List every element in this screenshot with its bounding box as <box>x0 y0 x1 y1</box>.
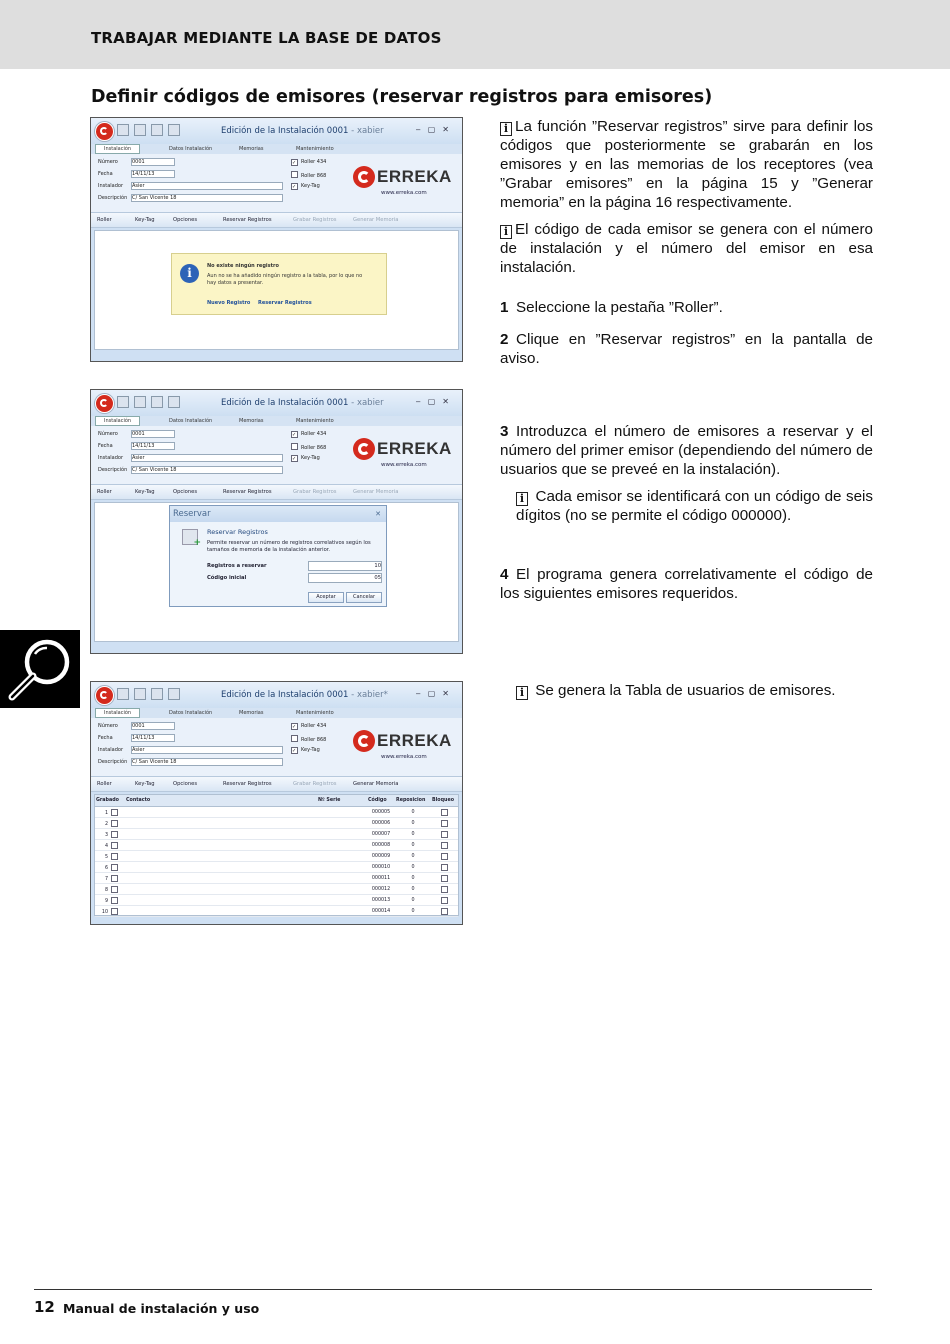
window-title: Edición de la Instalación 0001 - xabier <box>221 126 384 136</box>
toolbar-grabar-registros[interactable]: Grabar Registros <box>293 781 337 787</box>
check-key-tag[interactable]: ✓ Key-Tag <box>292 183 320 190</box>
magnifier-icon <box>0 630 80 708</box>
row-reposicion: 0 <box>395 851 431 862</box>
codigo-input[interactable]: 05 <box>308 573 382 583</box>
descripcion-label: Descripción <box>98 195 128 201</box>
row-bloqueo[interactable] <box>431 862 458 873</box>
row-codigo: 000011 <box>367 873 395 884</box>
row-codigo: 000012 <box>367 884 395 895</box>
table-row[interactable] <box>95 829 458 840</box>
installation-form <box>91 718 462 776</box>
print-icon[interactable] <box>168 396 180 408</box>
instalador-field[interactable]: Asier <box>131 454 283 462</box>
row-nserie[interactable] <box>317 840 367 851</box>
check-roller-434[interactable]: ✓ Roller 434 <box>292 431 327 438</box>
info-icon: i <box>500 225 512 239</box>
tab-datos-instalacion[interactable]: Datos Instalación <box>169 146 213 152</box>
row-bloqueo[interactable] <box>431 873 458 884</box>
row-codigo: 000006 <box>367 818 395 829</box>
instalador-field[interactable]: Asier <box>131 182 283 190</box>
row-grabado[interactable]: 1 <box>95 807 125 818</box>
row-bloqueo[interactable] <box>431 906 458 917</box>
erreka-logo: ERREKA www.erreka.com <box>353 164 453 198</box>
reservar-dialog <box>169 505 387 607</box>
row-bloqueo[interactable] <box>431 884 458 895</box>
table-row[interactable] <box>95 873 458 884</box>
row-contacto[interactable] <box>125 840 317 851</box>
dialog-description: Permite reservar un número de registros correlativos según los tamaños de memoria de la instalación anterior. <box>207 540 371 553</box>
search-icon[interactable] <box>151 688 163 700</box>
section-title: Definir códigos de emisores (reservar registros para emisores) <box>91 87 713 107</box>
content-area <box>94 230 459 350</box>
search-icon[interactable] <box>151 124 163 136</box>
fecha-field[interactable]: 14/11/13 <box>131 170 175 178</box>
row-codigo: 000009 <box>367 851 395 862</box>
notice-body: Aun no se ha añadido ningún registro a la tabla, por lo que no hay datos a presentar. <box>207 273 363 286</box>
quick-access-icons <box>117 124 180 136</box>
step-3: 3 Introduzca el número de emisores a reservar y el número del primer emisor (dependiendo del número de usuarios que se preveé en la instalación). <box>500 423 873 478</box>
row-codigo: 000014 <box>367 906 395 917</box>
instalador-label: Instalador <box>98 747 124 753</box>
tab-instalacion[interactable]: Instalación <box>95 708 140 718</box>
row-grabado[interactable]: 2 <box>95 818 125 829</box>
screenshot-dialog <box>90 389 463 654</box>
close-icon[interactable]: ✕ <box>375 510 381 518</box>
step-5-note: i Se genera la Tabla de usuarios de emisores. <box>516 681 873 700</box>
row-contacto[interactable] <box>125 807 317 818</box>
toolbar-generar-memoria[interactable]: Generar Memoria <box>353 217 399 223</box>
row-bloqueo[interactable] <box>431 895 458 906</box>
table-row[interactable] <box>95 884 458 895</box>
window-titlebar <box>91 682 462 708</box>
toolbar-key-tag[interactable]: Key-Tag <box>135 217 155 223</box>
tab-memorias[interactable]: Memorias <box>239 418 264 424</box>
toolbar <box>91 484 462 500</box>
toolbar-roller[interactable]: Roller <box>97 489 112 495</box>
row-codigo: 000008 <box>367 840 395 851</box>
row-reposicion: 0 <box>395 873 431 884</box>
row-contacto[interactable] <box>125 818 317 829</box>
window-controls[interactable]: ‒▢✕ <box>415 689 456 698</box>
aceptar-button[interactable]: Aceptar <box>308 592 344 603</box>
app-logo-icon <box>95 394 114 413</box>
toolbar-opciones[interactable]: Opciones <box>173 217 198 223</box>
row-bloqueo[interactable] <box>431 840 458 851</box>
col-nserie[interactable]: Nº Serie <box>317 795 367 807</box>
numero-field[interactable]: 0001 <box>131 430 175 438</box>
col-codigo[interactable]: Código <box>367 795 395 807</box>
page-number: 12 <box>34 1298 55 1316</box>
row-bloqueo[interactable] <box>431 818 458 829</box>
row-bloqueo[interactable] <box>431 829 458 840</box>
info-icon: i <box>516 492 528 506</box>
row-reposicion: 0 <box>395 829 431 840</box>
col-reposicion[interactable]: Reposicion <box>395 795 431 807</box>
row-nserie[interactable] <box>317 807 367 818</box>
tools-icon[interactable] <box>117 124 129 136</box>
row-reposicion: 0 <box>395 840 431 851</box>
row-bloqueo[interactable] <box>431 807 458 818</box>
users-table <box>95 795 458 917</box>
nuevo-registro-link[interactable]: Nuevo Registro <box>207 300 251 306</box>
toolbar-generar-memoria[interactable]: Generar Memoria <box>353 781 399 787</box>
numero-field[interactable]: 0001 <box>131 158 175 166</box>
toolbar-opciones[interactable]: Opciones <box>173 781 198 787</box>
step-1: 1 Seleccione la pestaña ”Roller”. <box>500 299 723 316</box>
notice-box <box>171 253 387 315</box>
row-nserie[interactable] <box>317 818 367 829</box>
search-icon[interactable] <box>151 396 163 408</box>
row-nserie[interactable] <box>317 862 367 873</box>
row-contacto[interactable] <box>125 862 317 873</box>
row-codigo: 000010 <box>367 862 395 873</box>
row-grabado[interactable]: 10 <box>95 906 125 917</box>
dialog-titlebar <box>170 506 386 522</box>
print-icon[interactable] <box>168 688 180 700</box>
col-contacto[interactable]: Contacto <box>125 795 317 807</box>
row-nserie[interactable] <box>317 895 367 906</box>
numero-label: Número <box>98 431 118 437</box>
descripcion-field[interactable]: C/ San Vicente 18 <box>131 466 283 474</box>
table-row[interactable] <box>95 862 458 873</box>
step-4: 4 El programa genera correlativamente el código de los siguientes emisores requeridos. <box>500 566 873 602</box>
tab-memorias[interactable]: Memorias <box>239 710 264 716</box>
row-grabado[interactable]: 3 <box>95 829 125 840</box>
check-roller-868[interactable]: Roller 868 <box>291 171 326 179</box>
row-contacto[interactable] <box>125 873 317 884</box>
table-header-row <box>95 795 458 807</box>
tab-instalacion[interactable]: Instalación <box>95 144 140 154</box>
instalador-label: Instalador <box>98 455 124 461</box>
dialog-heading: Reservar Registros <box>207 528 268 536</box>
table-row[interactable] <box>95 895 458 906</box>
codigo-label: Código inicial <box>207 575 247 581</box>
app-logo-icon <box>95 122 114 141</box>
instalador-label: Instalador <box>98 183 124 189</box>
screenshot-table <box>90 681 463 925</box>
print-icon[interactable] <box>168 124 180 136</box>
info-icon: i <box>500 122 512 136</box>
toolbar-grabar-registros[interactable]: Grabar Registros <box>293 217 337 223</box>
table-row[interactable] <box>95 851 458 862</box>
row-contacto[interactable] <box>125 829 317 840</box>
step-3-note: i Cada emisor se identificará con un código de seis dígitos (no se permite el código 000000). <box>516 488 873 524</box>
ribbon-tabs <box>91 416 462 426</box>
row-contacto[interactable] <box>125 884 317 895</box>
descripcion-label: Descripción <box>98 467 128 473</box>
registros-label: Registros a reservar <box>207 563 267 569</box>
add-record-icon: + <box>182 529 198 545</box>
row-codigo: 000007 <box>367 829 395 840</box>
installation-form <box>91 154 462 212</box>
row-reposicion: 0 <box>395 906 431 917</box>
page-header <box>0 0 950 69</box>
row-grabado[interactable]: 5 <box>95 851 125 862</box>
toolbar-key-tag[interactable]: Key-Tag <box>135 781 155 787</box>
quick-access-icons <box>117 396 180 408</box>
toolbar-generar-memoria[interactable]: Generar Memoria <box>353 489 399 495</box>
fecha-label: Fecha <box>98 735 113 741</box>
row-contacto[interactable] <box>125 895 317 906</box>
window-controls[interactable]: ‒▢✕ <box>415 125 456 134</box>
numero-label: Número <box>98 723 118 729</box>
tools-icon[interactable] <box>117 688 129 700</box>
table-row[interactable] <box>95 807 458 818</box>
notice-title: No existe ningún registro <box>207 263 279 269</box>
check-roller-868[interactable]: Roller 868 <box>291 735 326 743</box>
row-grabado[interactable]: 8 <box>95 884 125 895</box>
descripcion-label: Descripción <box>98 759 128 765</box>
erreka-logo: ERREKA www.erreka.com <box>353 436 453 470</box>
toolbar-reservar-registros[interactable]: Reservar Registros <box>223 217 272 223</box>
erreka-logo: ERREKA www.erreka.com <box>353 728 453 762</box>
tools-icon[interactable] <box>117 396 129 408</box>
footer-rule <box>34 1289 872 1290</box>
row-nserie[interactable] <box>317 906 367 917</box>
fecha-field[interactable]: 14/11/13 <box>131 734 175 742</box>
save-icon[interactable] <box>134 124 146 136</box>
window-titlebar <box>91 390 462 416</box>
intro-paragraph: i La función ”Reservar registros” sirve para definir los códigos que posteriormente se grabarán en los emisores y en las memorias de los receptores (vea ”Grabar emisores” en la página 15 y ”Generar memoria” en la página 16 respectivamente. <box>500 118 873 211</box>
save-icon[interactable] <box>134 396 146 408</box>
app-logo-icon <box>95 686 114 705</box>
instalador-field[interactable]: Asier <box>131 746 283 754</box>
row-nserie[interactable] <box>317 829 367 840</box>
toolbar <box>91 776 462 792</box>
table-row[interactable] <box>95 818 458 829</box>
tab-datos-instalacion[interactable]: Datos Instalación <box>169 710 213 716</box>
window-titlebar <box>91 118 462 144</box>
row-reposicion: 0 <box>395 818 431 829</box>
row-reposicion: 0 <box>395 884 431 895</box>
installation-form <box>91 426 462 484</box>
info-icon: i <box>516 686 528 700</box>
check-key-tag[interactable]: ✓ Key-Tag <box>292 747 320 754</box>
tab-datos-instalacion[interactable]: Datos Instalación <box>169 418 213 424</box>
row-contacto[interactable] <box>125 906 317 917</box>
row-contacto[interactable] <box>125 851 317 862</box>
check-roller-868[interactable]: Roller 868 <box>291 443 326 451</box>
toolbar-key-tag[interactable]: Key-Tag <box>135 489 155 495</box>
header-title: TRABAJAR MEDIANTE LA BASE DE DATOS <box>91 29 442 47</box>
descripcion-field[interactable]: C/ San Vicente 18 <box>131 758 283 766</box>
info-icon: i <box>180 264 199 283</box>
numero-label: Número <box>98 159 118 165</box>
dialog-title: Reservar <box>173 509 211 519</box>
code-paragraph: i El código de cada emisor se genera con el número de instalación y el número del emisor en esa instalación. <box>500 221 873 276</box>
window-title: Edición de la Instalación 0001 - xabier <box>221 398 384 408</box>
row-grabado[interactable]: 4 <box>95 840 125 851</box>
numero-field[interactable]: 0001 <box>131 722 175 730</box>
users-table-area <box>94 794 459 916</box>
step-2: 2 Clique en ”Reservar registros” en la pantalla de aviso. <box>500 331 873 367</box>
screenshot-notice <box>90 117 463 362</box>
reservar-registros-link[interactable]: Reservar Registros <box>258 300 312 306</box>
tab-memorias[interactable]: Memorias <box>239 146 264 152</box>
registros-input[interactable]: 10 <box>308 561 382 571</box>
fecha-field[interactable]: 14/11/13 <box>131 442 175 450</box>
fecha-label: Fecha <box>98 171 113 177</box>
tab-instalacion[interactable]: Instalación <box>95 416 140 426</box>
ribbon-tabs <box>91 144 462 154</box>
quick-access-icons <box>117 688 180 700</box>
fecha-label: Fecha <box>98 443 113 449</box>
row-grabado[interactable]: 9 <box>95 895 125 906</box>
row-grabado[interactable]: 6 <box>95 862 125 873</box>
footer-text: Manual de instalación y uso <box>63 1301 260 1316</box>
tab-mantenimiento[interactable]: Mantenimiento <box>296 146 334 152</box>
check-roller-434[interactable]: ✓ Roller 434 <box>292 723 327 730</box>
toolbar-roller[interactable]: Roller <box>97 781 112 787</box>
toolbar <box>91 212 462 228</box>
row-codigo: 000005 <box>367 807 395 818</box>
col-bloqueo[interactable]: Bloqueo <box>431 795 458 807</box>
toolbar-grabar-registros[interactable]: Grabar Registros <box>293 489 337 495</box>
row-nserie[interactable] <box>317 873 367 884</box>
window-title: Edición de la Instalación 0001 - xabier* <box>221 690 388 700</box>
row-grabado[interactable]: 7 <box>95 873 125 884</box>
cancelar-button[interactable]: Cancelar <box>346 592 382 603</box>
check-key-tag[interactable]: ✓ Key-Tag <box>292 455 320 462</box>
toolbar-roller[interactable]: Roller <box>97 217 112 223</box>
row-reposicion: 0 <box>395 862 431 873</box>
toolbar-opciones[interactable]: Opciones <box>173 489 198 495</box>
content-area <box>94 502 459 642</box>
toolbar-reservar-registros[interactable]: Reservar Registros <box>223 489 272 495</box>
search-section-tab <box>0 630 80 708</box>
descripcion-field[interactable]: C/ San Vicente 18 <box>131 194 283 202</box>
window-controls[interactable]: ‒▢✕ <box>415 397 456 406</box>
ribbon-tabs <box>91 708 462 718</box>
col-grabado[interactable]: Grabado <box>95 795 125 807</box>
row-bloqueo[interactable] <box>431 851 458 862</box>
table-row[interactable] <box>95 906 458 917</box>
row-nserie[interactable] <box>317 884 367 895</box>
table-row[interactable] <box>95 840 458 851</box>
save-icon[interactable] <box>134 688 146 700</box>
tab-mantenimiento[interactable]: Mantenimiento <box>296 710 334 716</box>
row-reposicion: 0 <box>395 895 431 906</box>
row-codigo: 000013 <box>367 895 395 906</box>
tab-mantenimiento[interactable]: Mantenimiento <box>296 418 334 424</box>
toolbar-reservar-registros[interactable]: Reservar Registros <box>223 781 272 787</box>
check-roller-434[interactable]: ✓ Roller 434 <box>292 159 327 166</box>
row-nserie[interactable] <box>317 851 367 862</box>
row-reposicion: 0 <box>395 807 431 818</box>
